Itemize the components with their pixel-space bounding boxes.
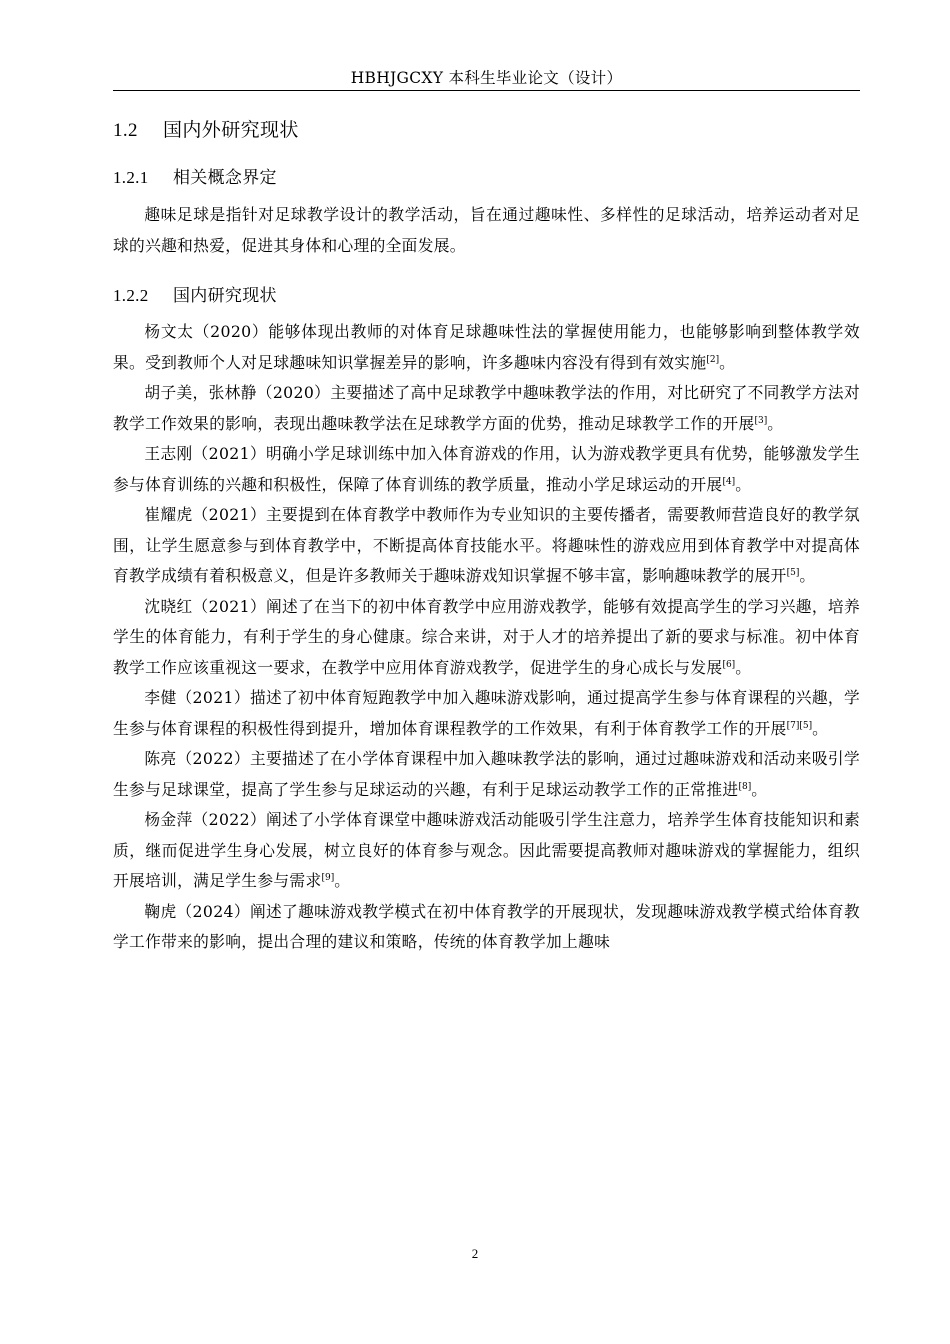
paragraph-li-jian: [113, 683, 860, 744]
subsection-title: 相关概念界定: [173, 168, 277, 188]
paragraph-text: 鞠虎（2024）阐述了趣味游戏教学模式在初中体育教学的开展现状，发现趣味游戏教学模式给体育教学工作带来的影响，提出合理的建议和策略，传统的体育教学加上趣味: [113, 901, 860, 951]
section-heading: [113, 113, 860, 147]
citation-ref: [9]: [321, 873, 335, 883]
paragraph-wang-zhigang: [113, 439, 860, 500]
paragraph-ju-hu: [113, 897, 860, 958]
subsection-heading-1-2-1: [113, 162, 860, 194]
paragraph-end: 。: [767, 413, 784, 433]
paragraph-cui-yaohu: [113, 500, 860, 592]
citation-ref: [5]: [786, 568, 800, 578]
page-number: 2: [471, 1246, 479, 1261]
paragraph-end: 。: [334, 871, 351, 890]
subsection-number: 1.2.2: [113, 286, 149, 305]
subsection-heading-1-2-2: [113, 280, 860, 312]
citation-ref: [7][5]: [786, 720, 813, 731]
citation-ref: [6]: [722, 659, 736, 670]
citation-ref: [2]: [706, 354, 720, 365]
paragraph-definition: [113, 200, 860, 261]
paragraph-text: 沈晓红（2021）阐述了在当下的初中体育教学中应用游戏教学，能够有效提高学生的学习兴趣，培养学生的体育能力，有利于学生的身心健康。综合来讲，对于人才的培养提出了新的要求与标准。初中体育教学工作应该重视这一要求，在教学中应用体育游戏教学，促进学生的身心成长与发展: [113, 596, 860, 677]
paragraph-text: 胡子美，张林静（2020）主要描述了高中足球教学中趣味教学法的作用，对比研究了不同教学方法对教学工作效果的影响，表现出趣味教学法在足球教学方面的优势，推动足球教学工作的开展: [113, 383, 860, 433]
paragraph-chen-liang: [113, 744, 860, 805]
subsection-title: 国内研究现状: [173, 286, 277, 306]
paragraph-end: 。: [735, 474, 752, 494]
paragraph-text: 陈亮（2022）主要描述了在小学体育课程中加入趣味教学法的影响，通过过趣味游戏和活动来吸引学生参与足球课堂，提高了学生参与足球运动的兴趣，有利于足球运动教学工作的正常推进: [113, 749, 860, 799]
citation-ref: [8]: [738, 781, 752, 792]
subsection-number: 1.2.1: [113, 168, 149, 187]
paragraph-text: 李健（2021）描述了初中体育短跑教学中加入趣味游戏影响，通过提高学生参与体育课程的兴趣，学生参与体育课程的积极性得到提升，增加体育课程教学的工作效果，有利于体育教学工作的开展: [113, 688, 860, 738]
paragraph-text: 趣味足球是指针对足球教学设计的教学活动，旨在通过趣味性、多样性的足球活动，培养运动者对足球的兴趣和热爱，促进其身体和心理的全面发展。: [113, 205, 860, 255]
page-content: [113, 113, 860, 958]
paragraph-end: 。: [799, 566, 816, 585]
citation-ref: [4]: [722, 476, 736, 487]
paragraph-yang-wentai: [113, 317, 860, 378]
paragraph-end: 。: [719, 352, 736, 372]
paragraph-shen-xiaohong: [113, 592, 860, 684]
paragraph-end: 。: [812, 718, 829, 738]
paragraph-hu-zimei: [113, 378, 860, 439]
paragraph-yang-jinping: [113, 805, 860, 897]
section-number: 1.2: [113, 120, 138, 141]
section-title: 国内外研究现状: [163, 119, 299, 141]
citation-ref: [3]: [754, 415, 768, 426]
paragraph-text: 王志刚（2021）明确小学足球训练中加入体育游戏的作用，认为游戏教学更具有优势，能够激发学生参与体育训练的兴趣和积极性，保障了体育训练的教学质量，推动小学足球运动的开展: [113, 444, 860, 494]
paragraph-end: 。: [751, 779, 768, 799]
paragraph-text: 杨金萍（2022）阐述了小学体育课堂中趣味游戏活动能吸引学生注意力，培养学生体育技能知识和素质，继而促进学生身心发展，树立良好的体育参与观念。因此需要提高教师对趣味游戏的掌握能力，组织开展培训，满足学生参与需求: [113, 810, 860, 890]
paragraph-text: 崔耀虎（2021）主要提到在体育教学中教师作为专业知识的主要传播者，需要教师营造良好的教学氛围，让学生愿意参与到体育教学中，不断提高体育技能水平。将趣味性的游戏应用到体育教学中对提高体育教学成绩有着积极意义，但是许多教师关于趣味游戏知识掌握不够丰富，影响趣味教学的展开: [113, 505, 860, 585]
paragraph-end: 。: [735, 657, 752, 677]
paragraph-text: 杨文太（2020）能够体现出教师的对体育足球趣味性法的掌握使用能力，也能够影响到整体教学效果。受到教师个人对足球趣味知识掌握差异的影响，许多趣味内容没有得到有效实施: [113, 322, 860, 372]
running-header: HBHJGCXY 本科生毕业论文（设计）: [113, 66, 860, 91]
